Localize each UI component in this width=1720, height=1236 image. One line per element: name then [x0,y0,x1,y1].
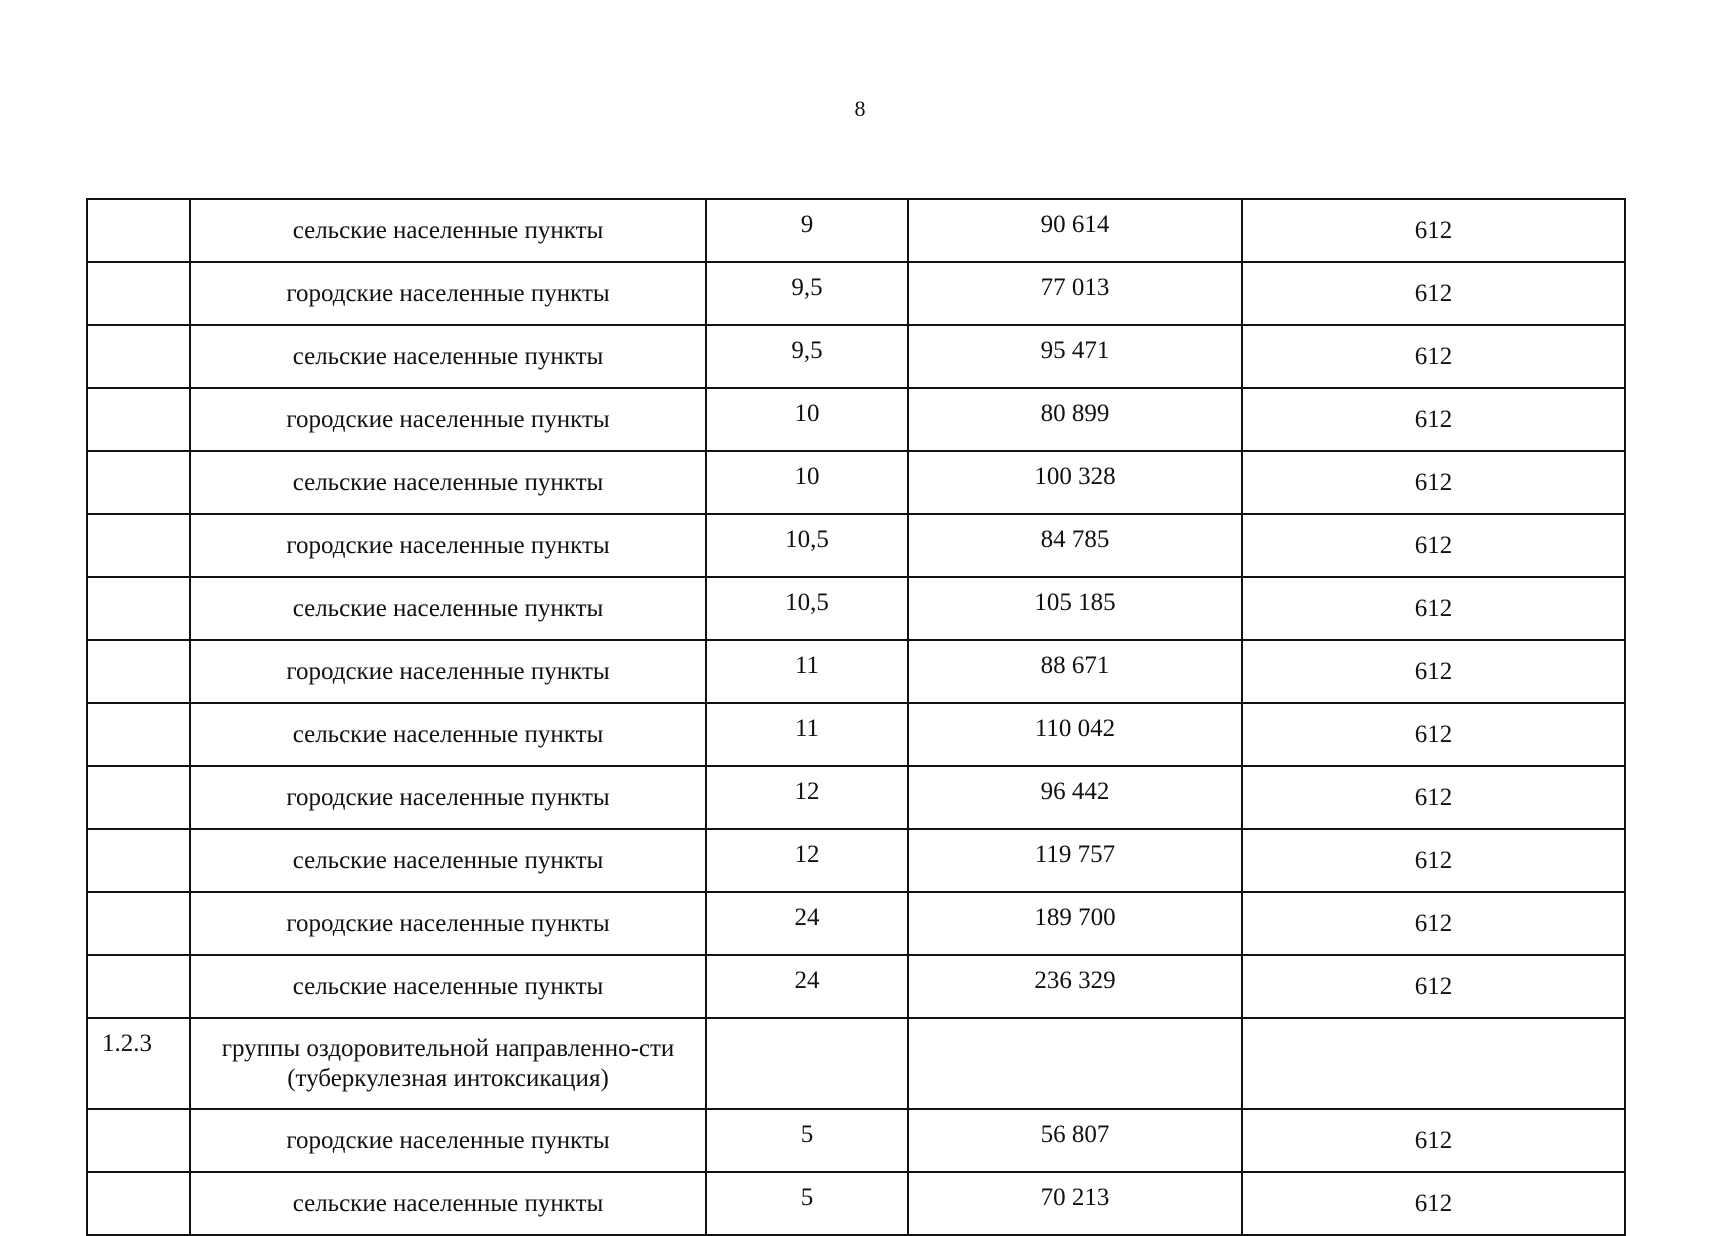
table-row [87,577,1625,640]
table-row [87,829,1625,892]
row-number-cell [87,766,190,829]
table-row [87,199,1625,262]
value-cell-3: 612 [1242,388,1625,451]
value-cell-1: 24 [706,892,908,955]
value-cell-2 [908,1018,1242,1109]
value-cell-3: 612 [1242,703,1625,766]
value-cell-2: 80 899 [908,388,1242,451]
row-number-cell [87,577,190,640]
value-cell-1: 12 [706,829,908,892]
row-number-cell: 1.2.3 [87,1018,190,1109]
row-number-cell [87,1109,190,1172]
value-cell-1: 10,5 [706,577,908,640]
table-row [87,1109,1625,1172]
value-cell-2: 236 329 [908,955,1242,1018]
value-cell-3: 612 [1242,514,1625,577]
row-number-cell [87,892,190,955]
value-cell-1 [706,1018,908,1109]
settlement-type-cell: городские населенные пункты [190,514,706,577]
value-cell-1: 5 [706,1172,908,1235]
row-number-cell [87,262,190,325]
value-cell-2: 95 471 [908,325,1242,388]
value-cell-3: 612 [1242,892,1625,955]
row-number-cell [87,325,190,388]
value-cell-2: 70 213 [908,1172,1242,1235]
table-row [87,1172,1625,1235]
row-number-cell [87,703,190,766]
settlement-type-cell: сельские населенные пункты [190,325,706,388]
settlement-type-cell: сельские населенные пункты [190,577,706,640]
value-cell-1: 5 [706,1109,908,1172]
row-number-cell [87,514,190,577]
settlement-type-cell: городские населенные пункты [190,766,706,829]
table-row [87,514,1625,577]
value-cell-2: 189 700 [908,892,1242,955]
table-row [87,388,1625,451]
value-cell-1: 9,5 [706,325,908,388]
table-row [87,766,1625,829]
value-cell-2: 77 013 [908,262,1242,325]
value-cell-2: 110 042 [908,703,1242,766]
value-cell-1: 10,5 [706,514,908,577]
table-row [87,262,1625,325]
value-cell-3: 612 [1242,262,1625,325]
value-cell-2: 119 757 [908,829,1242,892]
settlement-type-cell: сельские населенные пункты [190,1172,706,1235]
value-cell-3: 612 [1242,451,1625,514]
value-cell-3: 612 [1242,325,1625,388]
value-cell-1: 10 [706,388,908,451]
value-cell-3: 612 [1242,1109,1625,1172]
table-row [87,892,1625,955]
settlement-type-cell: городские населенные пункты [190,892,706,955]
row-number-cell [87,451,190,514]
value-cell-1: 11 [706,703,908,766]
table-group-row [87,1018,1625,1109]
table-row [87,703,1625,766]
settlement-type-cell: сельские населенные пункты [190,829,706,892]
row-number-cell [87,829,190,892]
value-cell-1: 12 [706,766,908,829]
settlement-type-cell: городские населенные пункты [190,640,706,703]
settlement-type-cell: сельские населенные пункты [190,955,706,1018]
value-cell-1: 9,5 [706,262,908,325]
settlement-type-cell: городские населенные пункты [190,1109,706,1172]
row-number-cell [87,955,190,1018]
group-title-cell: группы оздоровительной направленно-сти (туберкулезная интоксикация) [190,1018,706,1109]
value-cell-3: 612 [1242,199,1625,262]
value-cell-3: 612 [1242,766,1625,829]
value-cell-3: 612 [1242,1172,1625,1235]
row-number-cell [87,1172,190,1235]
row-number-cell [87,388,190,451]
value-cell-2: 105 185 [908,577,1242,640]
row-number-cell [87,640,190,703]
settlement-type-cell: сельские населенные пункты [190,199,706,262]
page-number: 8 [854,96,866,121]
value-cell-2: 96 442 [908,766,1242,829]
value-cell-2: 88 671 [908,640,1242,703]
value-cell-2: 84 785 [908,514,1242,577]
row-number-cell [87,199,190,262]
value-cell-3: 612 [1242,577,1625,640]
value-cell-3: 612 [1242,829,1625,892]
settlement-type-cell: сельские населенные пункты [190,451,706,514]
table-row [87,325,1625,388]
value-cell-1: 9 [706,199,908,262]
value-cell-3: 612 [1242,640,1625,703]
value-cell-2: 100 328 [908,451,1242,514]
value-cell-2: 90 614 [908,199,1242,262]
table-row [87,955,1625,1018]
table-row [87,640,1625,703]
value-cell-1: 11 [706,640,908,703]
tariff-table [86,198,1626,1236]
value-cell-3: 612 [1242,955,1625,1018]
settlement-type-cell: городские населенные пункты [190,262,706,325]
settlement-type-cell: сельские населенные пункты [190,703,706,766]
settlement-type-cell: городские населенные пункты [190,388,706,451]
value-cell-1: 24 [706,955,908,1018]
value-cell-3 [1242,1018,1625,1109]
value-cell-2: 56 807 [908,1109,1242,1172]
table-row [87,451,1625,514]
value-cell-1: 10 [706,451,908,514]
